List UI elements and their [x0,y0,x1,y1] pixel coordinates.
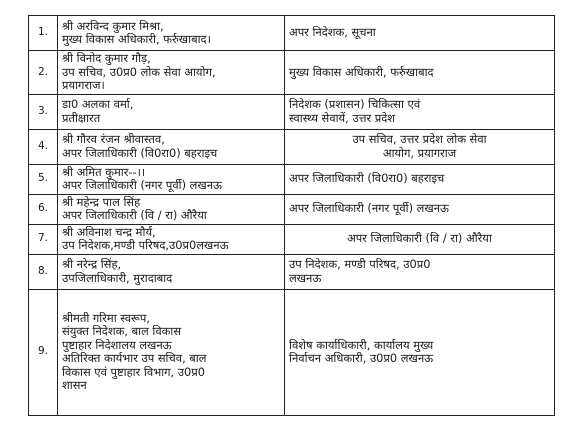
posting-text-line: अपर जिलाधिकारी (वि0रा0) बहराइच [289,172,445,186]
officer-text-line: श्री अरविन्द कुमार मिश्रा, [62,19,164,33]
posting-text-line: स्वास्थ्य सेवायें, उत्तर प्रदेश [289,111,396,125]
officer-text-line: पुष्टाहार निदेशालय लखनऊ [62,338,172,352]
posting-text-line: लखनऊ [289,271,322,285]
officer-text-line: श्री महेन्द्र पाल सिंह [62,195,141,209]
serial-number: 4. [29,129,58,164]
posting-text-line: अपर निदेशक, सूचना [289,26,376,40]
new-posting [285,51,555,95]
officer-text-line: श्री विनोद कुमार गौड़, [62,52,151,65]
posting-text-line: विशेष कार्याधिकारी, कार्यालय मुख्य [289,338,434,352]
officer-text-line: अतिरिक्त कार्यभार उप सचिव, बाल [62,352,207,365]
officer-current-posting [58,224,285,254]
posting-text-line: उप सचिव, उत्तर प्रदेश लोक सेवा [352,133,487,146]
officer-text-line: संयुक्त निदेशक, बाल विकास [62,325,182,338]
officer-text-line: श्री गौरव रंजन श्रीवास्तव, [62,133,165,146]
officer-text-line: उप निदेशक,मण्डी परिषद,उ0प्र0लखनऊ [62,239,229,252]
officer-current-posting [58,194,285,224]
serial-number: 6. [29,194,58,224]
officer-text-line: उप सचिव, उ0प्र0 लोक सेवा आयोग, [62,65,216,79]
serial-number: 7. [29,224,58,254]
officer-text-line: अपर जिलाधिकारी (वि / रा) औरैया [62,209,207,222]
officer-text-line: प्रतीक्षारत [62,111,101,125]
officer-text-line: मुख्य विकास अधिकारी, फर्रुखाबाद। [62,33,211,46]
officer-current-posting [58,16,285,51]
posting-text-line: उप निदेशक, मण्डी परिषद, उ0प्र0 [289,258,431,271]
posting-text-line: निदेशक (प्रशासन) चिकित्सा एवं [289,98,421,111]
officer-text-line: श्री अमित कुमार--।। [62,165,146,179]
posting-text-line: आयोग, प्रयागराज [382,146,457,160]
table-row [29,16,555,51]
serial-number: 9. [29,289,58,415]
table-row [29,224,555,254]
posting-text-line: अपर जिलाधिकारी (नगर पूर्वी) लखनऊ [289,202,449,216]
table-row [29,289,555,415]
officer-current-posting [58,129,285,164]
new-posting [285,194,555,224]
officer-text-line: अपर जिलाधिकारी (वि0रा0) बहराइच [62,146,218,160]
officer-text-line: प्रयागराज। [62,79,105,92]
serial-number: 2. [29,51,58,95]
officer-text-line: डा0 अलका वर्मा, [62,98,134,111]
table-row [29,164,555,194]
officer-current-posting [58,289,285,415]
officer-text-line: अपर जिलाधिकारी (नगर पूर्वी) लखनऊ [62,179,222,192]
posting-text-line: निर्वाचन अधिकारी, उ0प्र0 लखनऊ [289,352,434,365]
officer-text-line: श्री अविनाश चन्द्र मौर्य, [62,225,156,239]
table-row [29,51,555,95]
table-row [29,254,555,289]
serial-number: 3. [29,94,58,129]
new-posting [285,16,555,51]
table-row [29,129,555,164]
transfer-table [28,15,555,416]
table-row [29,194,555,224]
officer-text-line: शासन [62,379,87,392]
serial-number: 5. [29,164,58,194]
posting-text-line: अपर जिलाधिकारी (वि / रा) औरैया [347,232,492,246]
new-posting [285,224,555,254]
officer-current-posting [58,51,285,95]
officer-text-line: श्री नरेन्द्र सिंह, [62,258,122,271]
new-posting [285,164,555,194]
officer-text-line: उपजिलाधिकारी, मुरादाबाद [62,271,173,285]
posting-text-line: मुख्य विकास अधिकारी, फर्रुखाबाद [289,65,434,79]
officer-text-line: श्रीमती गरिमा स्वरूप, [62,311,151,325]
transfer-table-body [29,16,555,416]
serial-number: 8. [29,254,58,289]
table-row [29,94,555,129]
officer-text-line: विकास एवं पुष्टाहार विभाग, उ0प्र0 [62,365,206,379]
officer-current-posting [58,94,285,129]
new-posting [285,289,555,415]
new-posting [285,129,555,164]
new-posting [285,254,555,289]
officer-current-posting [58,254,285,289]
serial-number: 1. [29,16,58,51]
officer-current-posting [58,164,285,194]
new-posting [285,94,555,129]
